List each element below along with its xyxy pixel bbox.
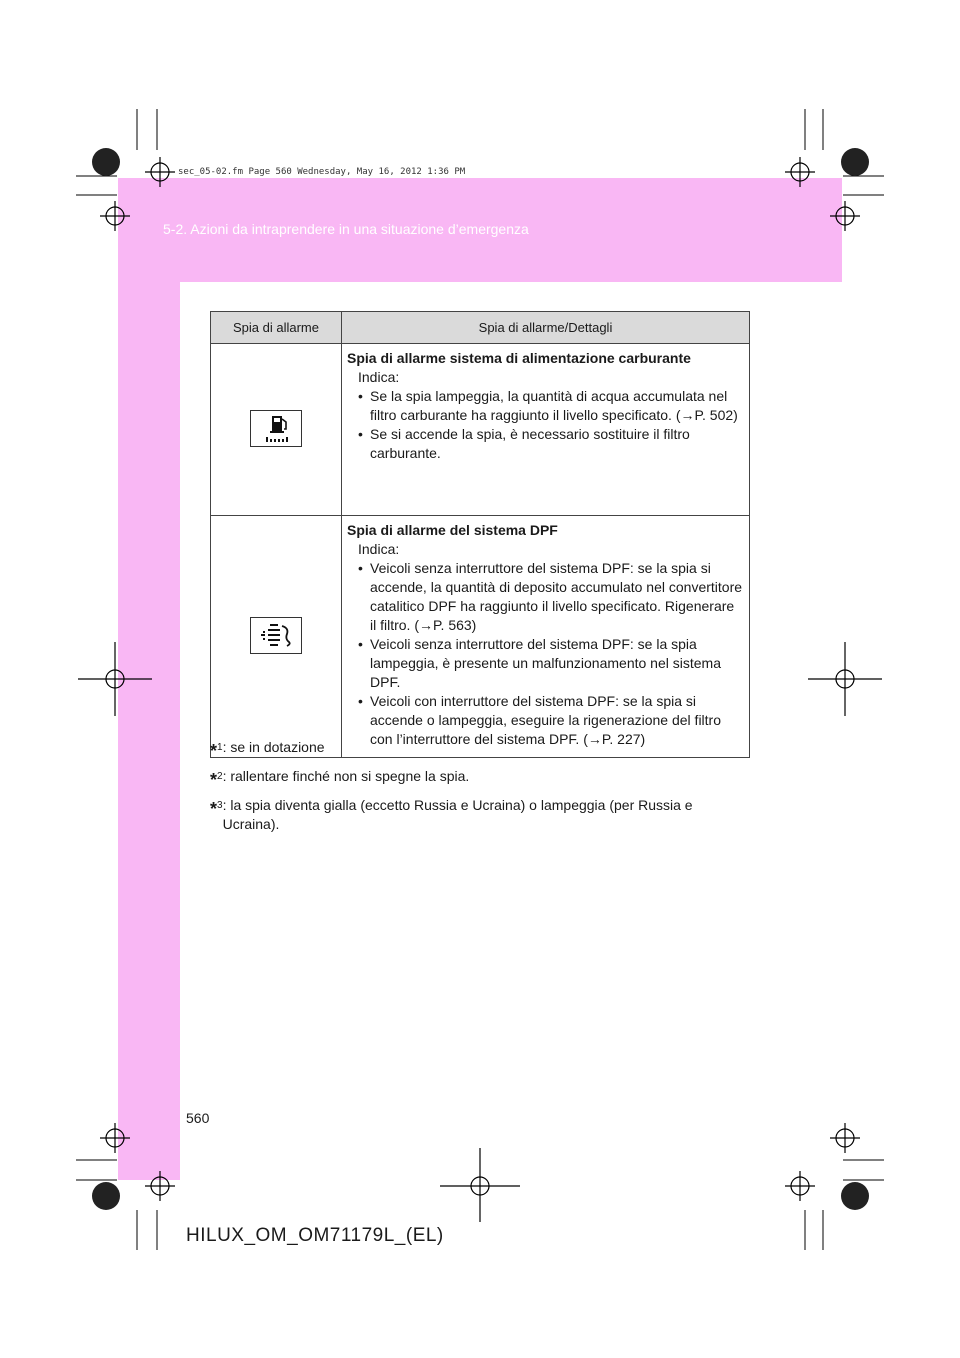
section-title: 5-2. Azioni da intraprendere in una situazione d’emergenza bbox=[163, 221, 529, 237]
column-header-details: Spia di allarme/Dettagli bbox=[342, 312, 750, 344]
table-header-row bbox=[211, 312, 750, 344]
detail-cell bbox=[342, 516, 750, 758]
list-item: • Se la spia lampeggia, la quantità di acqua accumulata nel filtro carburante ha raggiunto il livello specificato. (→P. 502) bbox=[358, 388, 738, 423]
warning-title: Spia di allarme del sistema DPF bbox=[347, 522, 558, 538]
icon-cell bbox=[211, 344, 342, 516]
fuel-filter-warning-icon bbox=[250, 410, 302, 447]
detail-cell bbox=[342, 344, 750, 516]
footnote-3: *$^3$ : la spia diventa gialla (eccetto Russia e Ucraina) o lampeggia (per Russia e Ucraina). bbox=[210, 797, 693, 832]
footnote-1: *$^1$ : se in dotazione bbox=[210, 739, 325, 761]
list-item: • Se si accende la spia, è necessario sostituire il filtro carburante. bbox=[358, 426, 690, 461]
table-row bbox=[211, 516, 750, 758]
dpf-warning-icon bbox=[250, 617, 302, 654]
icon-cell bbox=[211, 516, 342, 758]
table-row bbox=[211, 344, 750, 516]
warning-indica: Indica: bbox=[358, 369, 400, 385]
list-item: • Veicoli senza interruttore del sistema DPF: se la spia lampeggia, è presente un malfunzionamento nel sistema DPF. bbox=[358, 636, 721, 690]
column-header-warning-light: Spia di allarme bbox=[211, 312, 342, 344]
page-number: 560 bbox=[186, 1110, 210, 1126]
footnotes bbox=[210, 738, 750, 840]
list-item: • Veicoli senza interruttore del sistema DPF: se la spia si accende, la quantità di deposito accumulato nel convertitore catalitico DPF ha raggiunto il livello specificato. Rigenerare il filtro. (→P. 563) bbox=[358, 560, 743, 633]
footnote-2: *$^2$ : rallentare finché non si spegne la spia. bbox=[210, 768, 470, 790]
list-item: • Veicoli con interruttore del sistema DPF: se la spia si accende o lampeggia, eseguire la rigenerazione del filtro con l’interruttore del sistema DPF. (→P. 227) bbox=[358, 693, 721, 747]
warning-indica: Indica: bbox=[358, 541, 400, 557]
model-code: HILUX_OM_OM71179L_(EL) bbox=[186, 1225, 444, 1246]
file-stamp: sec_05-02.fm Page 560 Wednesday, May 16, 2012 1:36 PM bbox=[178, 167, 466, 177]
warning-lights-table bbox=[210, 311, 750, 758]
warning-title: Spia di allarme sistema di alimentazione carburante bbox=[347, 350, 691, 366]
